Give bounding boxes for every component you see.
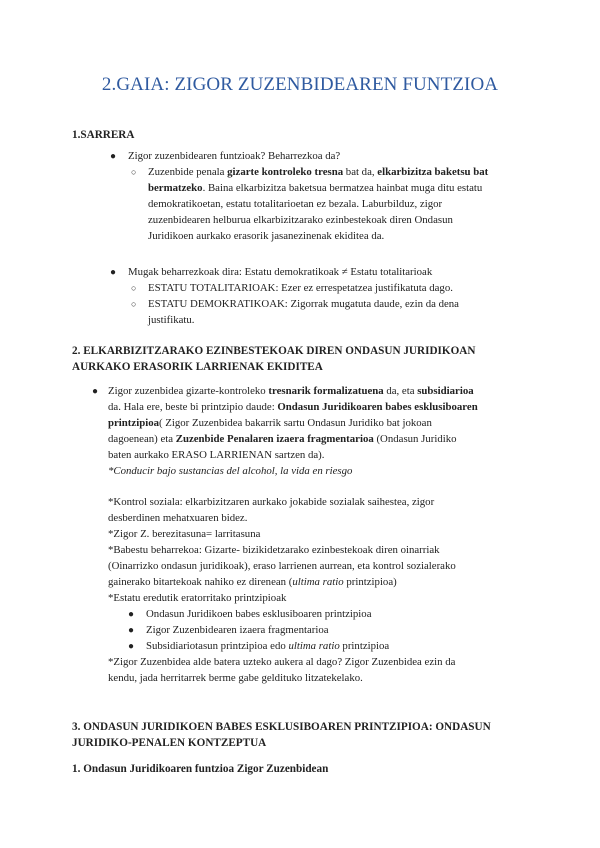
subsection-heading-ondasun-juridikoa: 1. Ondasun Juridikoaren funtzioa Zigor Zuzenbidean (72, 763, 329, 775)
item-estatu-demokratikoak: ESTATU DEMOKRATIKOAK: Zigorrak mugatuta daude, ezin da dena justifikatu. (148, 298, 459, 326)
section-heading-elkarbizitza: 2. ELKARBIZITZARAKO EZINBESTEKOAK DIREN ONDASUN JURIDIKOAN AURKAKO ERASORIK LARRIENAK EKIDITEA (72, 345, 476, 373)
bullet-dot: ● (110, 151, 117, 162)
paragraph-notes: *Kontrol soziala: elkarbizitzaren aurkako jokabide sozialak saihestea, zigor desberdinen mehatxuaren bidez. *Zigor Z. berezitasuna= larritasuna *Babestu beharrekoa: Gizarte- bizikidetzarako ezinbestekoak diren oinarriak (Oinarrizko ondasun juridikoak), eraso larrienen aurrean, eta kontrol sozialerako gainerako bitartekoak nahiko ez direnean (ultima ratio printzipioa) *Estatu eredutik eratorritako printzipioak (108, 496, 456, 604)
bullet-dot: ● (128, 609, 135, 620)
section-heading-sarrera: 1.SARRERA (72, 129, 135, 141)
paragraph-zuzenbide-penala: Zuzenbide penala gizarte kontroleko tresna bat da, elkarbizitza baketsu bat bermatzeko. Baina elkarbizitza baketsua bermatzea hainbat muga ditu estatu demokratikoetan, estatu totalitarioetan ez bezala. Laburbilduz, zigor zuzenbidearen helburua elkarbizitzarako ezinbestekoak diren Ondasun Juridikoen aurkako erasorik jasanezinenak ekiditea da. (148, 166, 489, 242)
bullet-circle: ○ (131, 299, 137, 309)
bullet-dot: ● (128, 625, 135, 636)
bullet-dot: ● (92, 386, 99, 397)
principle-item-2: Zigor Zuzenbidearen izaera fragmentarioa (146, 624, 329, 636)
principle-item-3: Subsidiariotasun printzipioa edo ultima ratio printzipioa (146, 640, 390, 652)
page-title: 2.GAIA: ZIGOR ZUZENBIDEAREN FUNTZIOA (101, 74, 499, 95)
paragraph-zigor-zuzenbidea: Zigor zuzenbidea gizarte-kontroleko tresnarik formalizatuena da, eta subsidiarioa da. Hala ere, beste bi printzipio daude: Ondasun Juridikoaren babes esklusiboaren printzipioa( Zigor Zuzenbidea bakarrik sartu Ondasun Juridiko bat jokoan dagoenean) eta Zuzenbide Penalaren izaera fragmentarioa (Ondasun Juridiko baten aurkako ERASO LARRIENAN sartzen da). *Conducir bajo sustancias del alcohol, la vida en riesgo (108, 385, 478, 477)
item-estatu-totalitarioak: ESTATU TOTALITARIOAK: Ezer ez errespetatzea justifikatuta dago. (148, 282, 453, 294)
bullet-dot: ● (128, 641, 135, 652)
paragraph-question: Zigor zuzenbidearen funtzioak? Beharrezkoa da? (128, 150, 341, 162)
principle-item-1: Ondasun Juridikoen babes esklusiboaren printzipioa (146, 608, 372, 620)
bullet-dot: ● (110, 267, 117, 278)
paragraph-mugak: Mugak beharrezkoak dira: Estatu demokratikoak ≠ Estatu totalitarioak (128, 266, 433, 278)
bullet-circle: ○ (131, 167, 137, 177)
section-heading-babes-esklusiboa: 3. ONDASUN JURIDIKOEN BABES ESKLUSIBOAREN PRINTZIPIOA: ONDASUN JURIDIKO-PENALEN KONTZEPTUA (72, 721, 491, 749)
paragraph-question-2: *Zigor Zuzenbidea alde batera uzteko aukera al dago? Zigor Zuzenbidea ezin da kendu, jada herritarrek berme gabe geldituko litzatekelako. (108, 656, 456, 684)
bullet-circle: ○ (131, 283, 137, 293)
